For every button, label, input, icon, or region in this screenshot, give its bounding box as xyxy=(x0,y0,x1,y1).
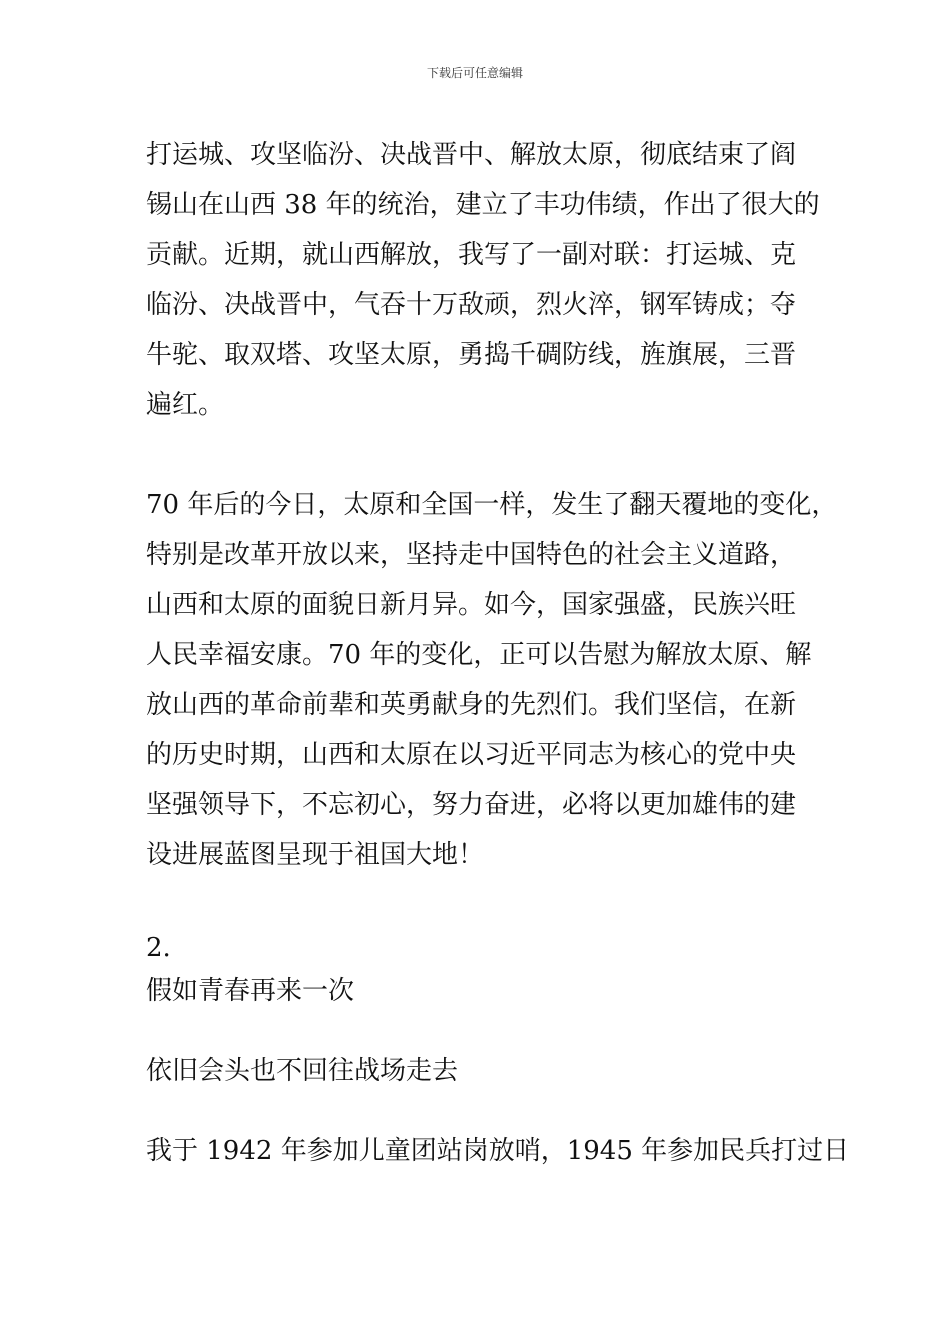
text-line: 坚强领导下，不忘初心，努力奋进，必将以更加雄伟的建 xyxy=(146,790,797,820)
text-line: 临汾、决战晋中，气吞十万敌顽，烈火淬，钢军铸成；夺 xyxy=(146,290,797,320)
text-line: 特别是改革开放以来，坚持走中国特色的社会主义道路， xyxy=(146,540,797,570)
text-line: 人民幸福安康。70 年的变化，正可以告慰为解放太原、解 xyxy=(146,640,812,670)
section-subtitle: 依旧会头也不回往战场走去 xyxy=(146,1056,459,1086)
paragraph-1 xyxy=(146,130,836,430)
text-line: 的历史时期，山西和太原在以习近平同志为核心的党中央 xyxy=(146,740,797,770)
section-2 xyxy=(146,930,850,1176)
text-line: 放山西的革命前辈和英勇献身的先烈们。我们坚信，在新 xyxy=(146,690,797,720)
text-line: 山西和太原的面貌日新月异。如今，国家强盛，民族兴旺 xyxy=(146,590,797,620)
paragraph-spacer xyxy=(146,430,836,480)
text-line: 锡山在山西 38 年的统治，建立了丰功伟绩，作出了很大的 xyxy=(146,190,820,220)
text-line: 遍红。 xyxy=(146,390,225,420)
text-line: 打运城、攻坚临汾、决战晋中、解放太原，彻底结束了阎 xyxy=(146,140,797,170)
text-line: 70 年后的今日，太原和全国一样，发生了翻天覆地的变化， xyxy=(146,490,838,520)
paragraph-spacer xyxy=(146,880,836,930)
text-line: 我于 1942 年参加儿童团站岗放哨，1945 年参加民兵打过日 xyxy=(146,1136,850,1166)
document-body xyxy=(146,130,850,1176)
section-title: 假如青春再来一次 xyxy=(146,976,355,1006)
paragraph-spacer xyxy=(146,1016,836,1046)
paragraph-spacer xyxy=(146,1096,836,1126)
page-header: 下载后可任意编辑 xyxy=(426,66,523,80)
text-line: 贡献。近期，就山西解放，我写了一副对联：打运城、克 xyxy=(146,240,797,270)
text-line: 设进展蓝图呈现于祖国大地！ xyxy=(146,840,485,870)
text-line: 牛驼、取双塔、攻坚太原，勇捣千碉防线，旌旗展，三晋 xyxy=(146,340,797,370)
section-number: 2. xyxy=(146,933,171,963)
paragraph-2 xyxy=(146,480,836,880)
